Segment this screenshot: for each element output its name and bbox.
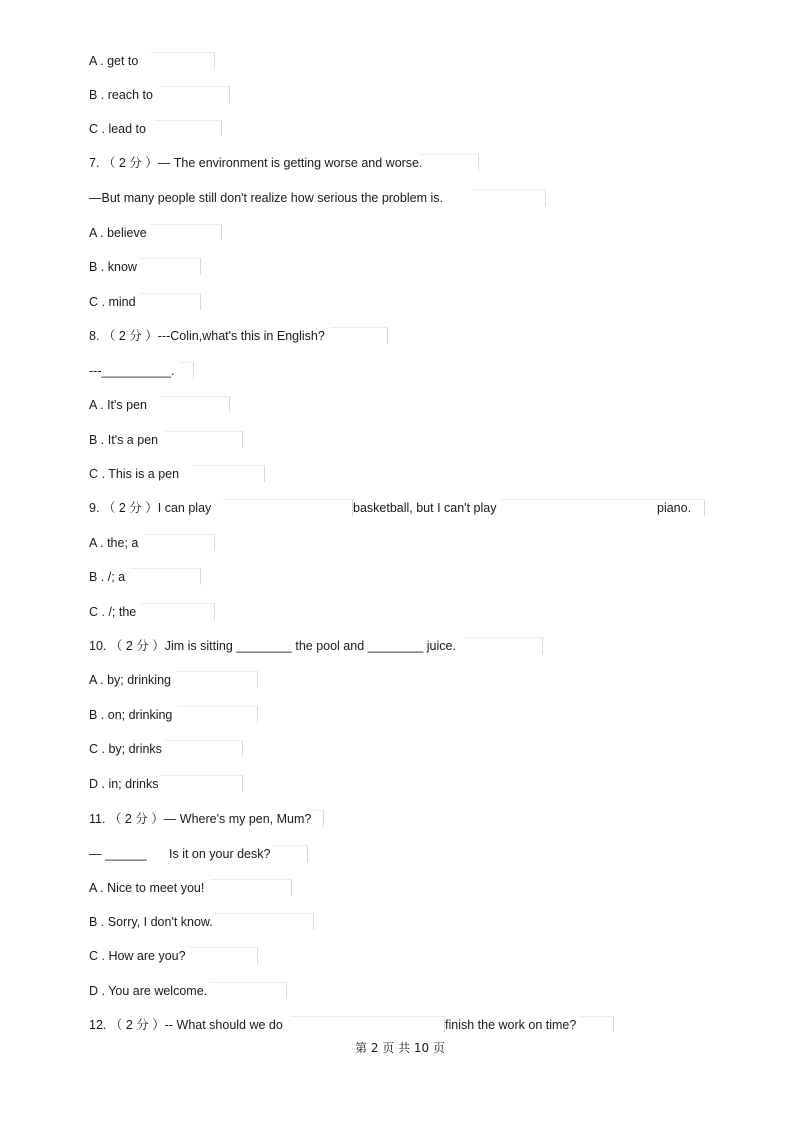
answer-box	[180, 362, 194, 379]
answer-box	[160, 86, 230, 103]
q8-dialogue: ---__________.	[89, 364, 175, 378]
answer-box	[165, 431, 243, 448]
q9-option-a: A . the; a	[89, 536, 139, 550]
q8-option-a: A . It's pen	[89, 398, 147, 412]
q11-dialogue-part1: — ______	[89, 847, 147, 861]
q10-stem: 10. （ 2 分 ）Jim is sitting ________ the pool and ________ juice.	[89, 639, 456, 653]
answer-box	[330, 327, 388, 344]
q11-dialogue-part2: Is it on your desk?	[169, 847, 271, 861]
answer-box	[580, 1016, 614, 1033]
answer-box	[210, 879, 292, 896]
q12-stem-part1: 12. （ 2 分 ）-- What should we do	[89, 1018, 283, 1032]
q9-option-c: C . /; the	[89, 605, 137, 619]
q9-option-b: B . /; a	[89, 570, 126, 584]
q10-option-b: B . on; drinking	[89, 708, 173, 722]
q12-stem-part2: finish the work on time?	[445, 1018, 577, 1032]
q8-option-b: B . It's a pen	[89, 433, 159, 447]
answer-box	[215, 913, 314, 930]
answer-box	[140, 258, 201, 275]
q11-stem: 11. （ 2 分 ）— Where's my pen, Mum?	[89, 812, 312, 826]
answer-box	[145, 534, 215, 551]
answer-box	[160, 396, 230, 413]
answer-box	[140, 603, 215, 620]
q6-option-c: C . lead to	[89, 122, 146, 136]
q10-option-d: D . in; drinks	[89, 777, 159, 791]
answer-box	[310, 810, 324, 827]
q8-option-c: C . This is a pen	[89, 467, 180, 481]
q7-option-b: B . know	[89, 260, 137, 274]
answer-box	[175, 671, 258, 688]
q7-dialogue: —But many people still don't realize how serious the problem is.	[89, 191, 443, 205]
answer-box	[420, 154, 479, 171]
answer-box	[150, 224, 222, 241]
q7-option-c: C . mind	[89, 295, 136, 309]
q11-option-b: B . Sorry, I don't know.	[89, 915, 213, 929]
answer-box	[160, 775, 243, 792]
q9-stem-part1: 9. （ 2 分 ）I can play	[89, 501, 212, 515]
answer-box	[178, 706, 258, 723]
answer-box	[150, 52, 215, 69]
q10-option-a: A . by; drinking	[89, 673, 171, 687]
q10-option-c: C . by; drinks	[89, 742, 162, 756]
answer-box	[470, 189, 546, 206]
answer-box	[165, 740, 243, 757]
answer-box	[130, 568, 201, 585]
q9-stem-part3: piano.	[657, 501, 692, 515]
q8-stem: 8. （ 2 分 ）---Colin,what's this in English?	[89, 329, 325, 343]
page-number: 第 2 页 共 10 页	[355, 1041, 445, 1055]
answer-box	[155, 120, 222, 137]
q7-stem: 7. （ 2 分 ）— The environment is getting worse and worse.	[89, 156, 423, 170]
answer-box	[210, 982, 287, 999]
q6-option-a: A . get to	[89, 54, 139, 68]
answer-box	[190, 947, 258, 964]
answer-box	[190, 465, 265, 482]
q9-stem-part2: basketball, but I can't play	[353, 501, 497, 515]
answer-box	[272, 845, 308, 862]
answer-box	[465, 637, 543, 654]
answer-box	[140, 293, 201, 310]
q11-option-a: A . Nice to meet you!	[89, 881, 205, 895]
q11-option-c: C . How are you?	[89, 949, 186, 963]
blank-box	[290, 1016, 445, 1033]
blank-box	[222, 499, 353, 516]
q11-option-d: D . You are welcome.	[89, 984, 208, 998]
q6-option-b: B . reach to	[89, 88, 153, 102]
q7-option-a: A . believe	[89, 226, 147, 240]
